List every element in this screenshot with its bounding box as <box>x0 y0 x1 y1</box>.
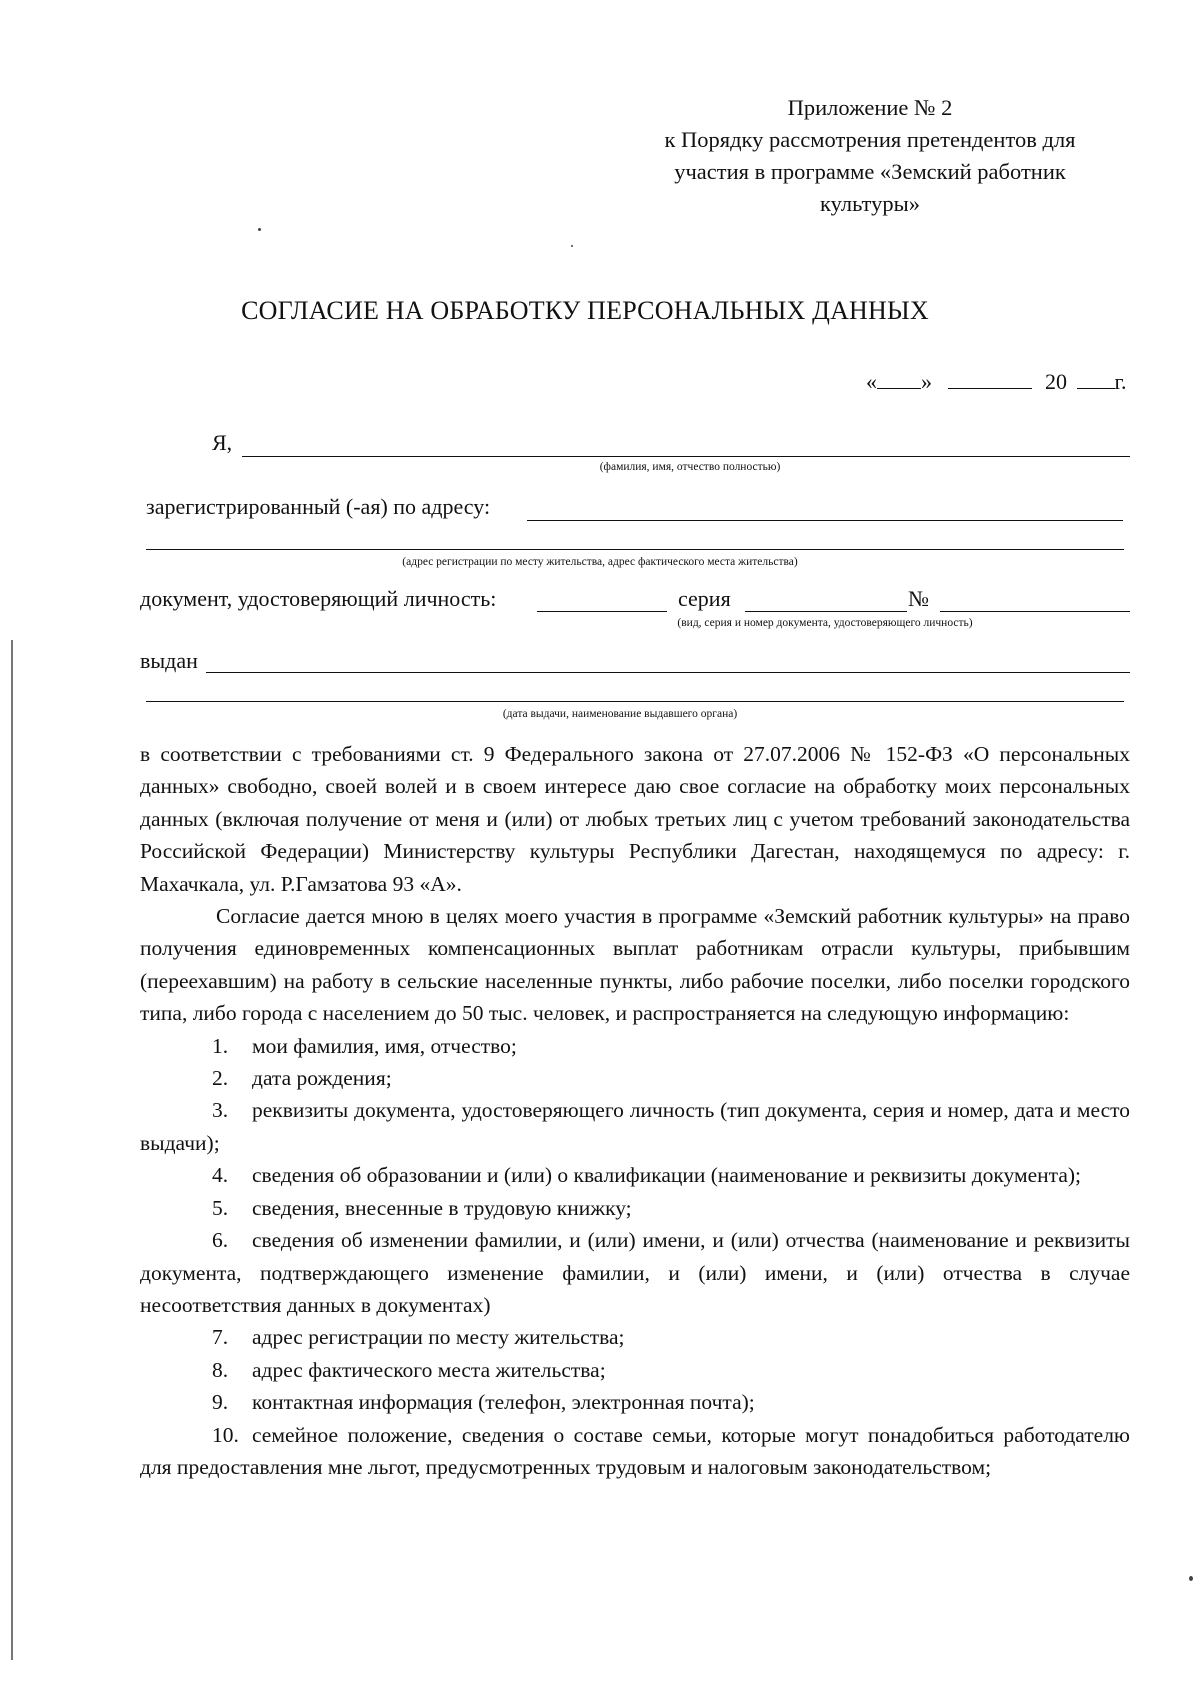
list-item-text: сведения об образовании и (или) о квалификации (наименование и реквизиты документа); <box>252 1163 1081 1188</box>
issued-field[interactable] <box>206 672 1130 673</box>
date-line <box>866 368 1127 395</box>
scan-speck <box>571 245 573 247</box>
consent-paragraph-2: Согласие дается мною в целях моего участия в программе «Земский работник культуры» на право получения единовременных компенсационных выплат работникам отрасли культуры, прибывшим (переехавшим) на работу в сельские населенные пункты, либо рабочие поселки, либо поселки городского типа, либо города с населением до 50 тыс. человек, и распространяется на следующую информацию: <box>140 904 1130 1026</box>
list-item <box>140 1030 1130 1062</box>
document-number-field[interactable] <box>940 611 1130 612</box>
scan-margin-line <box>11 640 13 1660</box>
list-item <box>140 1419 1130 1484</box>
consent-paragraph-1: в соответствии с требованиями ст. 9 Федерального закона от 27.07.2006 № 152-ФЗ «О персональных данных» свободно, своей волей и в своем интересе даю свое согласие на обработку моих персональных данных (включая получение от меня и (или) от любых третьих лиц с учетом требований законодательства Российской Федерации) Министерству культуры Республики Дагестан, находящемуся по адресу: г. Махачкала, ул. Р.Гамзатова 93 «А». <box>140 742 1130 896</box>
list-item <box>140 1062 1130 1094</box>
date-close-quote: » <box>921 369 932 394</box>
list-item-number: 10. <box>212 1422 239 1447</box>
list-item-text: адрес фактического места жительства; <box>252 1357 606 1382</box>
issued-caption: (дата выдачи, наименование выдавшего органа) <box>502 708 738 720</box>
appendix-line-3: участия в программе «Земский работник <box>674 159 1066 184</box>
date-day-field[interactable] <box>877 368 921 389</box>
list-item-text: дата рождения; <box>252 1066 392 1091</box>
issued-field-line-2[interactable] <box>146 701 1124 702</box>
list-item-number: 5. <box>212 1195 229 1220</box>
list-item <box>140 1321 1130 1353</box>
list-item <box>140 1192 1130 1224</box>
list-item <box>140 1094 1130 1159</box>
list-item-text: мои фамилия, имя, отчество; <box>252 1033 517 1058</box>
list-item-number: 1. <box>212 1033 229 1058</box>
date-open-quote: « <box>866 369 877 394</box>
list-item <box>140 1224 1130 1321</box>
document-series-field[interactable] <box>745 611 907 612</box>
scan-speck <box>258 228 261 231</box>
address-field-line-2[interactable] <box>146 549 1124 550</box>
issued-label: выдан <box>140 648 198 673</box>
data-items-list <box>140 1030 1130 1484</box>
scan-speck <box>1189 1576 1193 1581</box>
registered-label: зарегистрированный (-ая) по адресу: <box>146 494 491 519</box>
list-item-number: 8. <box>212 1357 229 1382</box>
appendix-line-2: к Порядку рассмотрения претендентов для <box>664 127 1076 152</box>
series-label: серия <box>678 586 731 611</box>
document-caption: (вид, серия и номер документа, удостоверяющего личность) <box>677 617 973 629</box>
document-type-field[interactable] <box>537 611 667 612</box>
address-field[interactable] <box>527 520 1123 521</box>
list-item-number: 4. <box>212 1163 229 1188</box>
number-label: № <box>908 586 929 611</box>
date-month-field[interactable] <box>948 368 1032 389</box>
list-item-number: 9. <box>212 1390 229 1415</box>
date-year-field[interactable] <box>1077 368 1115 389</box>
fio-field[interactable] <box>242 456 1130 457</box>
list-item <box>140 1354 1130 1386</box>
list-item-number: 6. <box>212 1228 229 1253</box>
list-item-text: адрес регистрации по месту жительства; <box>252 1325 625 1350</box>
list-item-text: контактная информация (телефон, электронная почта); <box>252 1390 755 1415</box>
i-label: Я, <box>212 430 233 455</box>
date-year-prefix: 20 <box>1045 369 1067 394</box>
address-caption: (адрес регистрации по месту жительства, адрес фактического места жительства) <box>402 556 798 568</box>
document-label: документ, удостоверяющий личность: <box>140 586 497 611</box>
fio-caption: (фамилия, имя, отчество полностью) <box>599 461 781 473</box>
appendix-line-4: культуры» <box>820 191 920 216</box>
appendix-header <box>600 92 1140 220</box>
list-item-text: сведения, внесенные в трудовую книжку; <box>252 1195 632 1220</box>
date-year-suffix: г. <box>1114 369 1127 394</box>
page-title: СОГЛАСИЕ НА ОБРАБОТКУ ПЕРСОНАЛЬНЫХ ДАННЫХ <box>241 296 929 325</box>
consent-body <box>140 738 1130 1483</box>
appendix-line-1: Приложение № 2 <box>787 95 953 120</box>
list-item-number: 7. <box>212 1325 229 1350</box>
list-item <box>140 1386 1130 1418</box>
list-item <box>140 1159 1130 1191</box>
list-item-text: сведения об изменении фамилии, и (или) имени, и (или) отчества (наименование и реквизиты документа, подтверждающего изменение фамилии, и (или) имени, и (или) отчества в случае несоответствия данных в документах) <box>140 1228 1130 1317</box>
list-item-number: 3. <box>212 1098 229 1123</box>
list-item-text: реквизиты документа, удостоверяющего личность (тип документа, серия и номер, дата и место выдачи); <box>140 1098 1130 1155</box>
list-item-number: 2. <box>212 1066 229 1091</box>
list-item-text: семейное положение, сведения о составе семьи, которые могут понадобиться работодателю для предоставления мне льгот, предусмотренных трудовым и налоговым законодательством; <box>140 1422 1130 1479</box>
